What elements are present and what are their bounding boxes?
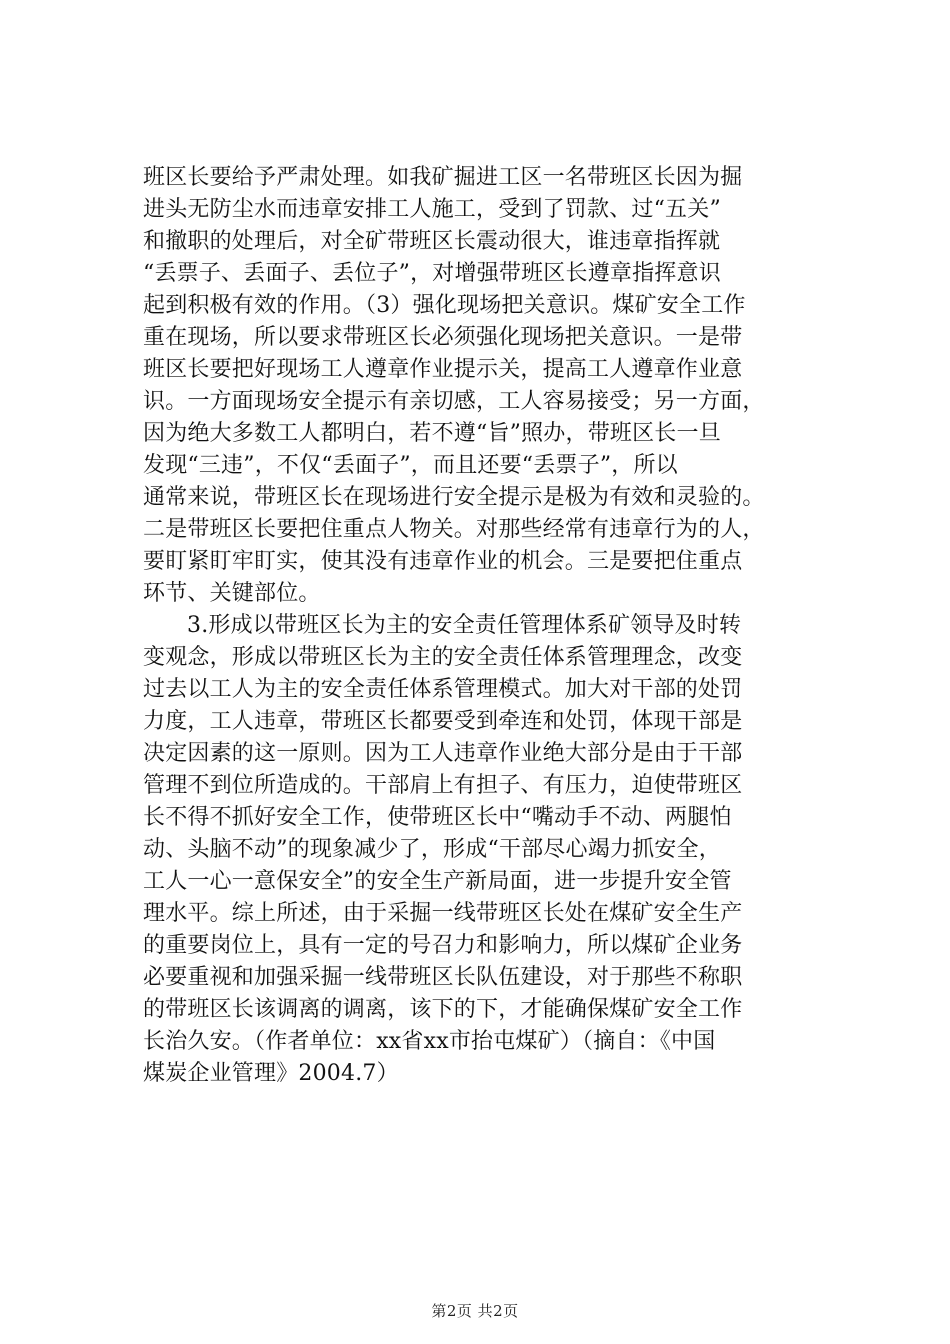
text-line: 过去以工人为主的安全责任体系管理模式。加大对干部的处罚 (143, 677, 743, 702)
text-line: 要盯紧盯牢盯实，使其没有违章作业的机会。三是要把住重点 (143, 549, 743, 574)
text-line: 发现“三违”，不仅“丢面子”，而且还要“丢票子”，所以 (143, 453, 678, 478)
text-line: 长不得不抓好安全工作，使带班区长中“嘴动手不动、两腿怕 (143, 805, 732, 830)
text-line: 识。一方面现场安全提示有亲切感，工人容易接受；另一方面， (143, 389, 765, 414)
text-line: 理水平。综上所述，由于采掘一线带班区长处在煤矿安全生产 (143, 901, 743, 926)
text-line: “丢票子、丢面子、丢位子”，对增强带班区长遵章指挥意识 (143, 261, 721, 286)
text-line: 二是带班区长要把住重点人物关。对那些经常有违章行为的人， (143, 517, 765, 542)
text-line: 通常来说，带班区长在现场进行安全提示是极为有效和灵验的。 (143, 485, 765, 510)
text-line: 管理不到位所造成的。干部肩上有担子、有压力，迫使带班区 (143, 773, 743, 798)
text-line: 必要重视和加强采掘一线带班区长队伍建设，对于那些不称职 (143, 965, 743, 990)
text-line: 长治久安。（作者单位：xx省xx市抬屯煤矿）（摘自：《中国 (143, 1029, 716, 1054)
text-line: 班区长要把好现场工人遵章作业提示关，提高工人遵章作业意 (143, 357, 743, 382)
text-line: 工人一心一意保安全”的安全生产新局面，进一步提升安全管 (143, 869, 732, 894)
text-line: 班区长要给予严肃处理。如我矿掘进工区一名带班区长因为掘 (143, 165, 743, 190)
text-line: 进头无防尘水而违章安排工人施工，受到了罚款、过“五关” (143, 197, 721, 222)
section-heading-line: 3.形成以带班区长为主的安全责任管理体系矿领导及时转 (187, 613, 742, 638)
text-line: 煤炭企业管理》2004.7） (143, 1061, 399, 1086)
text-line: 动、头脑不动”的现象减少了，形成“干部尽心竭力抓安全， (143, 837, 721, 862)
text-line: 的重要岗位上，具有一定的号召力和影响力，所以煤矿企业务 (143, 933, 743, 958)
text-line: 因为绝大多数工人都明白，若不遵“旨”照办，带班区长一旦 (143, 421, 721, 446)
text-line: 起到积极有效的作用。（3）强化现场把关意识。煤矿安全工作 (143, 293, 746, 318)
page-footer: 第2页 共2页 (431, 1302, 519, 1320)
text-line: 变观念，形成以带班区长为主的安全责任体系管理理念，改变 (143, 645, 743, 670)
text-line: 环节、关键部位。 (143, 581, 321, 606)
text-line: 重在现场，所以要求带班区长必须强化现场把关意识。一是带 (143, 325, 743, 350)
text-line: 力度，工人违章，带班区长都要受到牵连和处罚，体现干部是 (143, 709, 743, 734)
text-line: 决定因素的这一原则。因为工人违章作业绝大部分是由于干部 (143, 741, 743, 766)
document-body (143, 162, 833, 1090)
text-line: 和撤职的处理后，对全矿带班区长震动很大，谁违章指挥就 (143, 229, 721, 254)
text-line: 的带班区长该调离的调离，该下的下，才能确保煤矿安全工作 (143, 997, 743, 1022)
